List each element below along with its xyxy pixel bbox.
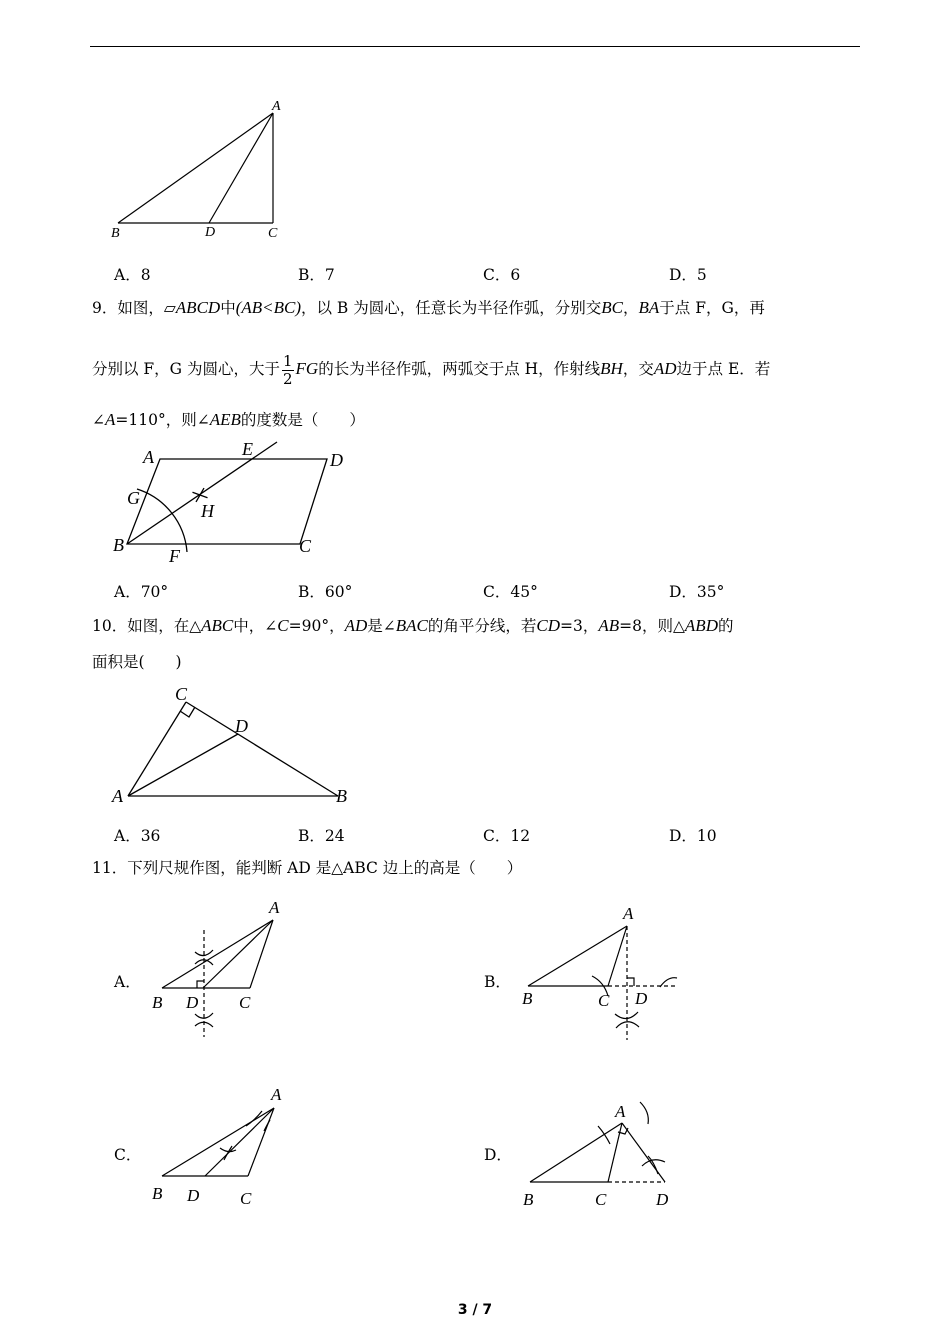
q9-option-a[interactable]: A．70° (114, 583, 169, 601)
q11-figure-a (140, 892, 300, 1042)
q9-text: ， (622, 299, 639, 317)
q8-label-d: D (205, 225, 216, 240)
q9-text: 于点 F，G，再 (659, 299, 765, 317)
q9-figure (105, 432, 365, 572)
q9-text: 9．如图， (92, 299, 164, 317)
q10-text: 是∠ (367, 617, 396, 635)
page-number: 3 / 7 (457, 1302, 493, 1318)
q9-label-f: F (169, 546, 180, 566)
q11c-label-c: C (240, 1189, 252, 1208)
q10-ab: AB (598, 616, 620, 635)
q9-label-c: C (299, 536, 312, 556)
q11-option-d[interactable]: D． (484, 1146, 512, 1164)
q9-text: 中 (220, 299, 236, 317)
q11d-label-c: C (595, 1190, 607, 1209)
q9-label-g: G (127, 488, 140, 508)
q9-option-b[interactable]: B．60° (298, 583, 353, 601)
q11d-label-a: A (615, 1102, 626, 1121)
q10-label-b: B (336, 786, 347, 806)
q11a-label-d: D (186, 993, 199, 1012)
q9-line-2 (92, 350, 770, 388)
q9-condition: (AB<BC) (235, 298, 301, 317)
q11c-label-a: A (271, 1085, 282, 1104)
q11a-label-b: B (152, 993, 163, 1012)
q9-abcd: ABCD (175, 298, 221, 317)
q10-c: C (277, 616, 289, 635)
q11b-label-b: B (522, 989, 533, 1008)
q10-label-c: C (175, 684, 188, 704)
q10-line-1 (92, 617, 733, 635)
fraction-one-half (282, 353, 294, 387)
q10-cd: CD (536, 616, 560, 635)
q10-text: =8，则△ (619, 617, 685, 635)
angle-symbol: ∠ (92, 411, 105, 429)
q11c-label-d: D (187, 1186, 200, 1205)
q11-figure-c (140, 1078, 300, 1213)
q11-option-b[interactable]: B． (484, 973, 511, 991)
q9-text: 边于点 E．若 (676, 360, 771, 378)
q11b-label-d: D (635, 989, 648, 1008)
q9-text: ，交 (622, 360, 654, 378)
q11-option-c[interactable]: C． (114, 1146, 142, 1164)
q9-text: ，以 B 为圆心，任意长为半径作弧，分别交 (301, 299, 602, 317)
fraction-denominator: 2 (283, 369, 293, 388)
q10-text: 的 (717, 617, 734, 635)
q9-line-1 (92, 299, 765, 317)
q9-fg: FG (295, 359, 319, 378)
q9-ad: AD (653, 359, 677, 378)
q11-stem: 11．下列尺规作图，能判断 AD 是△ABC 边上的高是（ ） (92, 859, 523, 877)
q10-text: 10．如图，在△ (92, 617, 202, 635)
fraction-numerator: 1 (283, 352, 293, 370)
q9-label-e: E (242, 439, 253, 459)
q8-option-a[interactable]: A．8 (114, 266, 151, 284)
q10-text: =90°， (288, 617, 345, 635)
header-rule (90, 46, 860, 47)
q9-a: A (105, 410, 116, 429)
q9-text: 分别以 F，G 为圆心，大于 (92, 360, 280, 378)
q11-figure-d (510, 1092, 690, 1217)
q10-bac: BAC (395, 616, 428, 635)
q9-label-h: H (201, 501, 214, 521)
q11-figure-b (510, 892, 690, 1042)
q8-label-c: C (268, 226, 278, 241)
q10-option-a[interactable]: A．36 (114, 827, 161, 845)
q11d-label-b: B (523, 1190, 534, 1209)
q10-text: 的角平分线，若 (427, 617, 537, 635)
q11d-label-d: D (656, 1190, 669, 1209)
q10-line-2: 面积是( ) (92, 653, 182, 671)
q9-option-c[interactable]: C．45° (483, 583, 538, 601)
q11b-label-a: A (623, 904, 634, 923)
q10-text: =3， (560, 617, 599, 635)
q10-text: 中，∠ (233, 617, 278, 635)
q11a-label-c: C (239, 993, 251, 1012)
parallelogram-symbol: ▱ (163, 299, 176, 317)
q9-line-3 (92, 411, 365, 429)
q9-ba: BA (638, 298, 660, 317)
q8-option-d[interactable]: D．5 (669, 266, 707, 284)
q10-label-d: D (235, 716, 248, 736)
q8-option-b[interactable]: B．7 (298, 266, 335, 284)
q10-abc: ABC (201, 616, 234, 635)
q9-label-d: D (330, 450, 343, 470)
q11a-label-a: A (269, 898, 280, 917)
q9-text: =110°，则∠ (115, 411, 210, 429)
q8-option-c[interactable]: C．6 (483, 266, 521, 284)
q9-bh: BH (600, 359, 623, 378)
q11-option-a[interactable]: A． (114, 973, 141, 991)
q9-aeb: AEB (209, 410, 241, 429)
q10-label-a: A (112, 786, 123, 806)
q10-ad: AD (344, 616, 368, 635)
q10-figure (108, 684, 358, 809)
q9-text: 的度数是（ ） (240, 411, 365, 429)
q8-label-b: B (111, 226, 120, 241)
q11b-label-c: C (598, 991, 610, 1010)
q10-option-b[interactable]: B．24 (298, 827, 345, 845)
q9-label-a: A (143, 447, 154, 467)
q8-figure (105, 95, 295, 245)
q9-option-d[interactable]: D．35° (669, 583, 725, 601)
q10-option-c[interactable]: C．12 (483, 827, 531, 845)
q10-option-d[interactable]: D．10 (669, 827, 717, 845)
q10-abd: ABD (684, 616, 718, 635)
q9-label-b: B (113, 535, 124, 555)
q9-text: 的长为半径作弧，两弧交于点 H，作射线 (318, 360, 601, 378)
q9-bc: BC (601, 298, 623, 317)
q8-label-a: A (272, 99, 281, 114)
q11c-label-b: B (152, 1184, 163, 1203)
